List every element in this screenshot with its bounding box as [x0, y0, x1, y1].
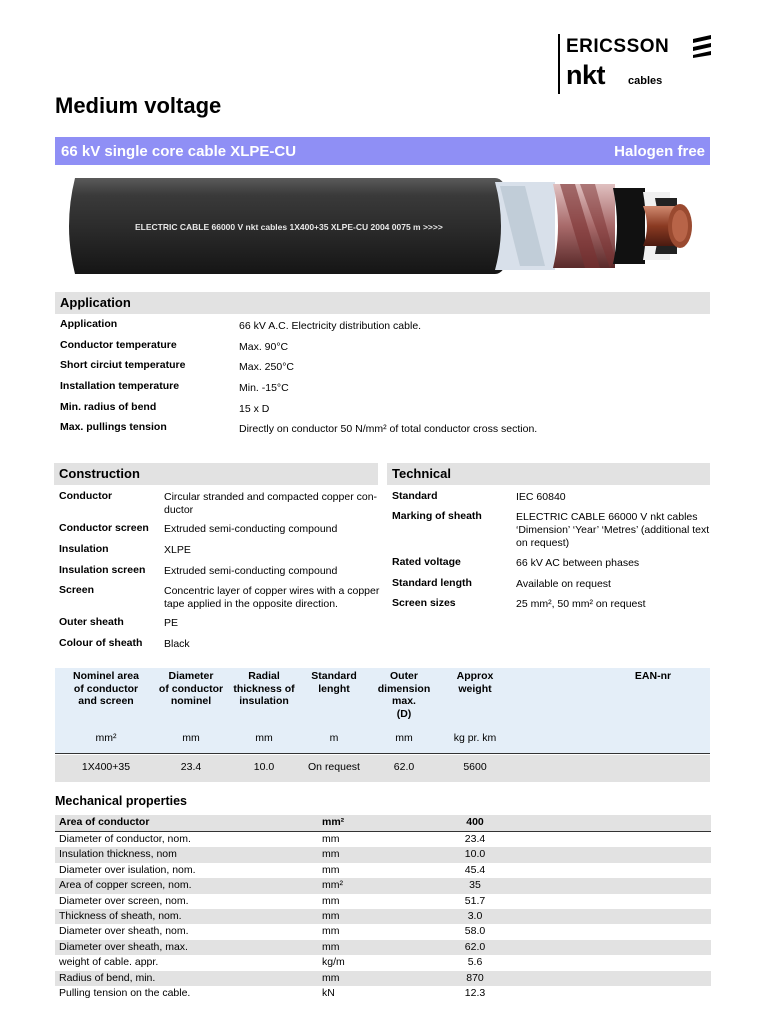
mechanical-value: 10.0 — [464, 848, 486, 861]
mechanical-name: Thickness of sheath, nom. — [59, 909, 182, 922]
dimension-unit: mm² — [95, 732, 117, 744]
construction-value-line: Extruded semi-conducting compound — [164, 523, 338, 535]
mechanical-unit: mm — [322, 848, 340, 861]
logo-sub-brand: nkt — [566, 60, 605, 90]
dimension-table-header — [55, 668, 710, 754]
dimension-header-line: and screen — [78, 695, 134, 707]
dimension-header-line: of conductor — [73, 682, 139, 695]
dimension-value: 23.4 — [180, 761, 202, 773]
mechanical-name: weight of cable. appr. — [59, 956, 159, 969]
dimension-column-header — [151, 670, 231, 708]
technical-label: Rated voltage — [392, 556, 461, 568]
mechanical-row — [55, 909, 711, 924]
application-value: Directly on conductor 50 N/mm² of total conductor cross section. — [239, 423, 538, 435]
technical-value-line: 25 mm², 50 mm² on request — [516, 598, 646, 610]
mechanical-table — [55, 815, 711, 1001]
dimension-value: 1X400+35 — [81, 761, 131, 773]
dimension-header-line: weight — [458, 682, 492, 695]
application-value: Max. 250°C — [239, 361, 294, 373]
application-value: Min. -15°C — [239, 382, 289, 394]
mechanical-value: 35 — [469, 879, 481, 892]
construction-value-line: Black — [164, 638, 190, 650]
mechanical-header-row — [55, 815, 711, 832]
application-label: Application — [60, 318, 118, 330]
dimension-value: 62.0 — [393, 761, 415, 773]
dimension-unit: mm — [255, 732, 273, 744]
dimension-header-line: Diameter — [168, 670, 214, 682]
mechanical-unit: mm² — [322, 879, 343, 892]
mechanical-name: Insulation thickness, nom — [59, 848, 177, 861]
dimension-column-header — [437, 670, 513, 695]
dimension-column-header — [371, 670, 437, 720]
dimension-header-line: Outer — [389, 670, 418, 682]
mechanical-unit: mm — [322, 940, 340, 953]
mechanical-unit: mm — [322, 925, 340, 938]
construction-value-line: PE — [164, 617, 179, 629]
mechanical-row — [55, 955, 711, 970]
dimension-value: On request — [308, 761, 360, 773]
technical-label: Standard — [392, 490, 438, 502]
mechanical-value: 58.0 — [464, 925, 486, 938]
technical-value-line: ‘Dimension’ ‘Year’ ‘Metres’ (additional text — [516, 524, 710, 536]
mechanical-value: 51.7 — [464, 894, 486, 907]
mechanical-unit: mm — [322, 894, 340, 907]
construction-label: Screen — [59, 584, 95, 596]
construction-value-line: Circular stranded and compacted copper con- — [164, 491, 378, 503]
technical-value-line: Available on request — [516, 578, 611, 590]
page-title: Medium voltage — [55, 93, 222, 118]
dimension-header-line: lenght — [318, 682, 350, 695]
mechanical-value: 3.0 — [467, 909, 483, 922]
dimension-header-line: dimension — [377, 682, 431, 695]
technical-label: Marking of sheath — [392, 510, 482, 522]
logo-divider — [558, 34, 560, 94]
dimension-header-line: of conductor — [158, 682, 224, 695]
dimension-header-line: insulation — [239, 695, 289, 707]
mechanical-name: Diameter of conductor, nom. — [59, 833, 191, 845]
construction-label: Insulation — [59, 543, 109, 555]
dimension-column-header — [226, 670, 302, 708]
construction-value-line: ductor — [164, 504, 194, 516]
mechanical-title: Mechanical properties — [55, 794, 187, 808]
mechanical-name: Diameter over sheath, nom. — [59, 925, 189, 938]
product-banner — [55, 137, 710, 165]
application-label: Conductor temperature — [60, 339, 177, 351]
mechanical-value: 45.4 — [464, 863, 486, 876]
mechanical-value: 12.3 — [464, 986, 486, 999]
dimension-value: 5600 — [463, 761, 487, 773]
dimension-table-row — [55, 755, 710, 782]
logo-sub-suffix: cables — [628, 75, 663, 87]
dimension-column-header — [56, 670, 156, 708]
dimension-value: 10.0 — [253, 761, 275, 773]
application-label: Short circiut temperature — [60, 359, 186, 371]
mechanical-name: Pulling tension on the cable. — [59, 986, 191, 999]
construction-heading: Construction — [54, 463, 378, 485]
mechanical-row — [55, 832, 711, 847]
mechanical-unit: mm — [322, 863, 340, 876]
cable-illustration — [55, 168, 710, 285]
technical-value-line: ELECTRIC CABLE 66000 V nkt cables — [516, 511, 698, 523]
technical-label: Standard length — [392, 577, 472, 589]
mechanical-name: Diameter over screen, nom. — [59, 894, 189, 907]
technical-value-line: on request) — [516, 537, 570, 549]
construction-label: Colour of sheath — [59, 637, 143, 649]
technical-value-line: 66 kV AC between phases — [516, 557, 640, 569]
mechanical-value: 870 — [466, 971, 484, 984]
dimension-header-line: Approx — [456, 670, 494, 682]
sheath-print-text: ELECTRIC CABLE 66000 V nkt cables 1X400+35 XLPE-CU 2004 0075 m >>>> — [135, 222, 443, 232]
application-value: Max. 90°C — [239, 341, 289, 353]
dimension-unit: mm — [182, 732, 200, 744]
dimension-header-line: Standard — [311, 670, 357, 682]
mechanical-unit: kg/m — [322, 956, 345, 969]
mechanical-name: Diameter over isulation, nom. — [59, 863, 196, 876]
construction-value-line: Extruded semi-conducting compound — [164, 565, 338, 577]
technical-value-line: IEC 60840 — [516, 491, 566, 503]
construction-label: Outer sheath — [59, 616, 124, 628]
mechanical-row — [55, 894, 711, 909]
application-heading: Application — [55, 292, 710, 314]
dimension-column-header — [301, 670, 367, 695]
construction-label: Conductor screen — [59, 522, 149, 534]
application-label: Max. pullings tension — [60, 421, 167, 433]
mechanical-name: Area of copper screen, nom. — [59, 879, 192, 892]
technical-label: Screen sizes — [392, 597, 456, 609]
logo-brand: ERICSSON — [566, 36, 670, 57]
dimension-header-line: max. — [392, 695, 416, 707]
dimension-header-line: Radial — [248, 670, 280, 682]
application-label: Installation temperature — [60, 380, 180, 392]
dimension-header-line: nominel — [170, 695, 212, 707]
mechanical-value: 5.6 — [467, 956, 483, 969]
company-logo — [558, 34, 718, 96]
mechanical-row — [55, 863, 711, 878]
ericsson-mark-icon — [690, 34, 714, 58]
dimension-header-line: thickness of — [233, 682, 295, 695]
dimension-header-line: EAN-nr — [634, 670, 672, 682]
mechanical-header-name: Area of conductor — [59, 816, 150, 828]
dimension-unit: mm — [395, 732, 413, 744]
mechanical-value: 62.0 — [464, 940, 486, 953]
mechanical-unit: mm — [322, 833, 340, 845]
mechanical-row — [55, 847, 711, 862]
dimension-unit: m — [329, 732, 339, 744]
application-value: 66 kV A.C. Electricity distribution cable. — [239, 320, 422, 332]
dimension-unit: kg pr. km — [453, 732, 497, 744]
mechanical-value: 23.4 — [464, 833, 486, 845]
mechanical-row — [55, 986, 711, 1001]
dimension-column-header — [593, 670, 713, 683]
construction-value-line: Concentric layer of copper wires with a copper — [164, 585, 380, 597]
mechanical-row — [55, 971, 711, 986]
construction-label: Conductor — [59, 490, 113, 502]
construction-label: Insulation screen — [59, 564, 146, 576]
mechanical-name: Diameter over sheath, max. — [59, 940, 188, 953]
mechanical-unit: mm — [322, 971, 340, 984]
mechanical-header-unit: mm² — [322, 816, 345, 828]
product-title: 66 kV single core cable XLPE-CU — [61, 142, 297, 160]
mechanical-row — [55, 878, 711, 893]
construction-value-line: XLPE — [164, 544, 191, 556]
construction-value-line: tape applied in the opposite direction. — [164, 598, 338, 610]
application-value: 15 x D — [239, 403, 270, 415]
mechanical-name: Radius of bend, min. — [59, 971, 156, 984]
application-label: Min. radius of bend — [60, 401, 157, 413]
mechanical-row — [55, 940, 711, 955]
mechanical-header-value: 400 — [466, 816, 484, 828]
dimension-header-line: (D) — [396, 707, 412, 720]
mechanical-row — [55, 924, 711, 939]
mechanical-unit: kN — [322, 986, 335, 999]
technical-heading: Technical — [387, 463, 710, 485]
dimension-header-line: Nominel area — [73, 670, 139, 682]
halogen-free-badge: Halogen free — [614, 142, 705, 160]
mechanical-unit: mm — [322, 909, 340, 922]
